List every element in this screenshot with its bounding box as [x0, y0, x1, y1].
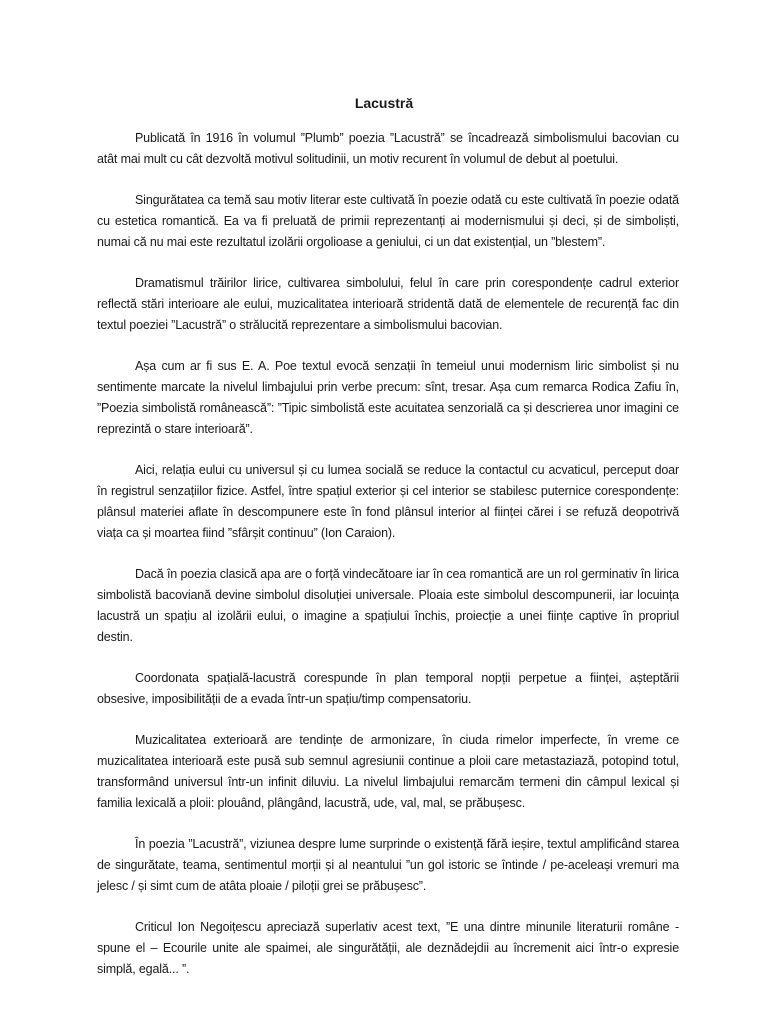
paragraph-3: Dramatismul trăirilor lirice, cultivarea simbolului, felul în care prin corespondențe cadrul exterior reflectă stări interioare ale eului, muzicalitatea interioară stridentă dată de elementele de recurență fac din textul poeziei ”Lacustră” o strălucită reprezentare a simbolismului bacovian.: [97, 276, 679, 332]
paragraph-4: Așa cum ar fi sus E. A. Poe textul evocă senzații în temeiul unui modernism liric simbolist și nu sentimente marcate la nivelul limbajului prin verbe precum: sînt, tresar. Așa cum remarca Rodica Zafiu în, ”Poezia simbolistă românească”: ”Tipic simbolistă este acuitatea senzorială ca și descrierea unor imagini ce reprezintă o stare interioară”.: [97, 359, 679, 436]
paragraph-7: Coordonata spațială-lacustră corespunde în plan temporal nopții perpetue a ființei, așteptării obsesive, imposibilității de a evada într-un spațiu/timp compensatoriu.: [97, 671, 679, 706]
paragraph-1: Publicată în 1916 în volumul ”Plumb” poezia ”Lacustră” se încadrează simbolismului bacovian cu atât mai mult cu cât dezvoltă motivul solitudinii, un motiv recurent în volumul de debut al poetului.: [97, 131, 679, 166]
paragraph-5: Aici, relația eului cu universul și cu lumea socială se reduce la contactul cu acvaticul, perceput doar în registrul senzațiilor fizice. Astfel, între spațiul exterior și cel interior se stabilesc puternice corespondențe: plânsul materiei aflate în descompunere este în fond plânsul interior al ființei cărei i se refuză deopotrivă viața ca și moartea fiind ”sfârșit continuu” (Ion Caraion).: [97, 463, 679, 540]
paragraph-9: În poezia ”Lacustră”, viziunea despre lume surprinde o existență fără ieșire, textul amplificând starea de singurătate, teama, sentimentul morții și al neantului ”un gol istoric se întinde / pe-aceleași vremuri ma jelesc / și simt cum de atâta ploaie / piloții grei se prăbușesc”.: [97, 837, 679, 893]
paragraph-2: Singurătatea ca temă sau motiv literar este cultivată în poezie odată cu este cultivată în poezie odată cu estetica romantică. Ea va fi preluată de primii reprezentanți ai modernismului și deci, și de simboliști, numai că nu mai este rezultatul izolării orgolioase a geniului, ci un dat existențial, un ”blestem”.: [97, 193, 679, 249]
document-body: [97, 128, 679, 1000]
document-title: Lacustră: [354, 95, 414, 111]
paragraph-10: Criticul Ion Negoițescu apreciază superlativ acest text, ”E una dintre minunile literaturii române - spune el – Ecourile unite ale spaimei, ale singurătății, ale deznădejdii au încremenit aici într-o expresie simplă, egală... ”.: [97, 920, 679, 976]
paragraph-8: Muzicalitatea exterioară are tendințe de armonizare, în ciuda rimelor imperfecte, în vreme ce muzicalitatea interioară este pusă sub semnul agresiunii continue a ploii care metastaziază, potopind totul, transformând universul într-un infinit diluviu. La nivelul limbajului remarcăm termeni din câmpul lexical și familia lexicală a ploii: plouând, plângând, lacustră, ude, val, mal, se prăbușesc.: [97, 733, 679, 810]
paragraph-6: Dacă în poezia clasică apa are o forță vindecătoare iar în cea romantică are un rol germinativ în lirica simbolistă bacoviană devine simbolul disoluției universale. Ploaia este simbolul descompunerii, iar locuința lacustră un spațiu al izolării eului, o imagine a spațiului închis, proiecție a unei ființe captive în propriul destin.: [97, 567, 679, 644]
